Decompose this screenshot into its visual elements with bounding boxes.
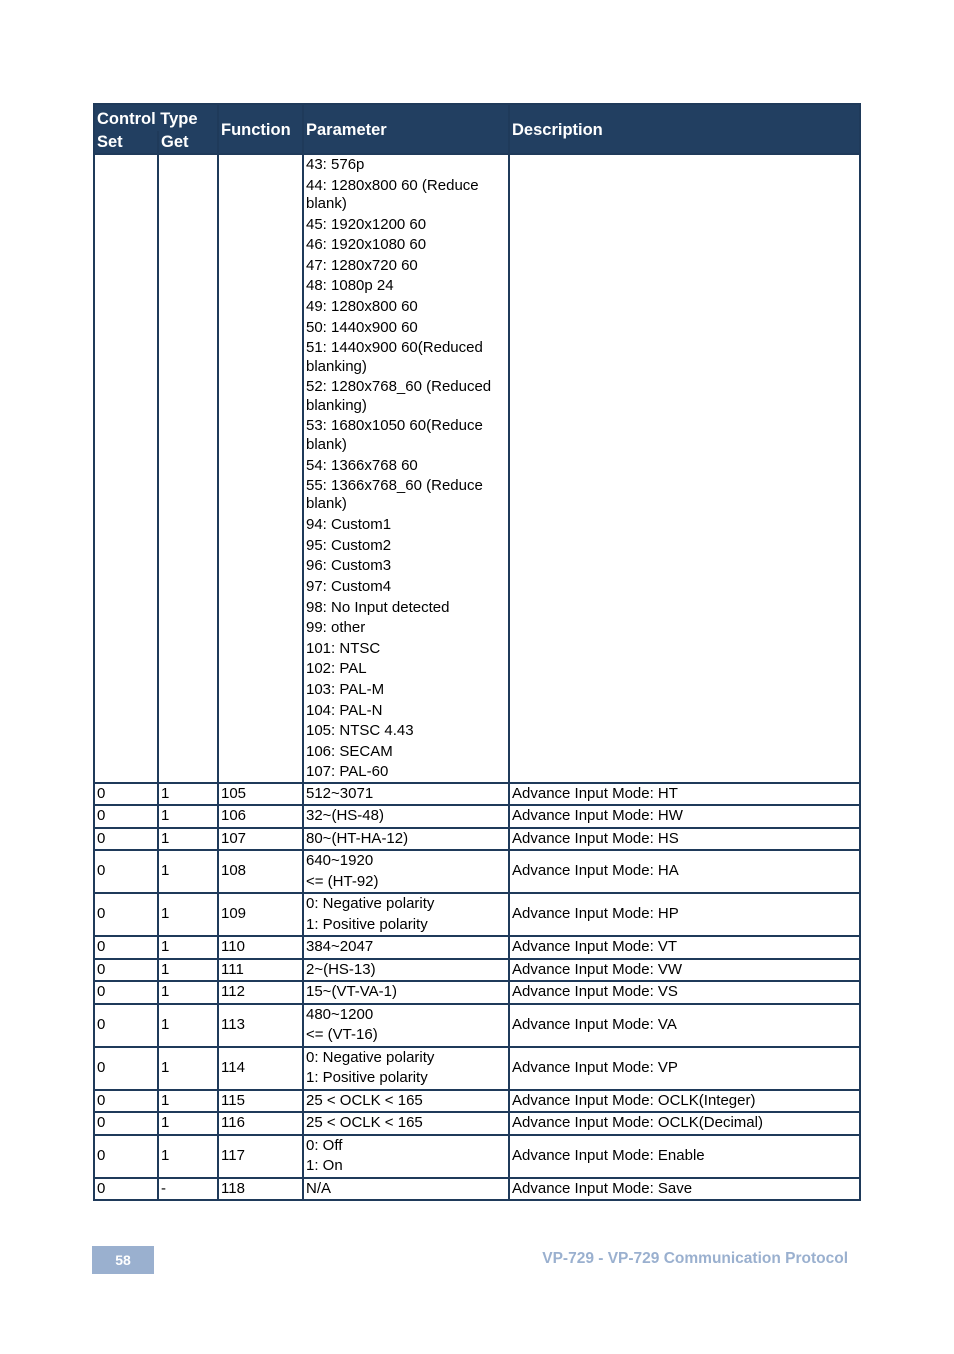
parameter-text: 54: 1366x768 60 (306, 456, 418, 474)
cell-get: 1 (158, 893, 218, 936)
parameter-list-item (306, 701, 508, 720)
cell-parameter (303, 828, 509, 851)
parameter-text: 95: Custom2 (306, 536, 392, 554)
parameter-list-item (306, 338, 508, 376)
table-row (94, 805, 860, 828)
cell-get: 1 (158, 1112, 218, 1135)
parameter-text: 43: 576p (306, 156, 365, 173)
parameter-line: 1: Positive polarity (306, 1069, 428, 1087)
parameter-list-item (306, 762, 508, 781)
parameter-line: 25 < OCLK < 165 (306, 1114, 423, 1132)
cell-parameter (303, 1004, 509, 1047)
parameter-text-continued: blank) (306, 435, 347, 453)
cell-get: 1 (158, 783, 218, 806)
cell-get: 1 (158, 805, 218, 828)
parameter-list-item (306, 256, 508, 275)
cell-description: Advance Input Mode: VA (509, 1004, 860, 1047)
cell-description: Advance Input Mode: HT (509, 783, 860, 806)
cell-set: 0 (94, 893, 158, 936)
parameter-text: 106: SECAM (306, 742, 393, 760)
cell-description: Advance Input Mode: VS (509, 981, 860, 1004)
parameter-list-item (306, 618, 508, 637)
cell-get: 1 (158, 1004, 218, 1047)
protocol-table (93, 103, 861, 1201)
cell-function: 113 (218, 1004, 303, 1047)
cell-get: - (158, 1178, 218, 1201)
cell-description: Advance Input Mode: VT (509, 936, 860, 959)
parameter-text: 96: Custom3 (306, 557, 392, 575)
cell-function: 110 (218, 936, 303, 959)
parameter-list-item (306, 476, 508, 514)
parameter-list-item (306, 577, 508, 596)
parameter-text: 94: Custom1 (306, 516, 392, 534)
table-row (94, 936, 860, 959)
cell-set: 0 (94, 1112, 158, 1135)
parameter-text: 53: 1680x1050 60(Reduce (306, 417, 483, 435)
header-description: Description (509, 104, 860, 154)
parameter-list-item (306, 536, 508, 555)
parameter-list-item (306, 176, 508, 214)
table-row (94, 893, 860, 936)
parameter-list-item (306, 598, 508, 617)
parameter-list-item (306, 155, 508, 174)
cell-description: Advance Input Mode: OCLK(Integer) (509, 1090, 860, 1113)
cell-get (158, 154, 218, 783)
parameter-line: 0: Negative polarity (306, 1048, 435, 1066)
cell-parameter (303, 1047, 509, 1090)
cell-function: 108 (218, 850, 303, 893)
cell-function: 109 (218, 893, 303, 936)
cell-set: 0 (94, 828, 158, 851)
parameter-list-item (306, 639, 508, 658)
table-row (94, 1090, 860, 1113)
cell-set: 0 (94, 783, 158, 806)
parameter-text: 45: 1920x1200 60 (306, 215, 427, 233)
cell-function: 105 (218, 783, 303, 806)
parameter-list-item (306, 515, 508, 534)
parameter-text: 107: PAL-60 (306, 763, 389, 781)
parameter-line: 2~(HS-13) (306, 960, 376, 978)
table-row (94, 959, 860, 982)
parameter-list-item (306, 721, 508, 740)
table-body (94, 154, 860, 1200)
table-row (94, 1135, 860, 1178)
table-row (94, 1047, 860, 1090)
cell-function: 112 (218, 981, 303, 1004)
header-function: Function (218, 104, 303, 154)
parameter-line: 384~2047 (306, 938, 374, 956)
cell-set: 0 (94, 1004, 158, 1047)
parameter-line: 0: Negative polarity (306, 895, 435, 913)
parameter-line: 15~(VT-VA-1) (306, 983, 398, 1001)
parameter-text: 48: 1080p 24 (306, 277, 394, 295)
parameter-list-item (306, 215, 508, 234)
table-row (94, 981, 860, 1004)
cell-description: Advance Input Mode: Save (509, 1178, 860, 1201)
parameter-line: 25 < OCLK < 165 (306, 1091, 423, 1109)
page-number: 58 (92, 1246, 154, 1274)
table-row (94, 783, 860, 806)
cell-function: 106 (218, 805, 303, 828)
parameter-list-item (306, 456, 508, 475)
parameter-text-continued: blank) (306, 194, 347, 212)
cell-parameter (303, 1112, 509, 1135)
parameter-list-item (306, 297, 508, 316)
cell-description: Advance Input Mode: HW (509, 805, 860, 828)
parameter-line: 80~(HT-HA-12) (306, 829, 409, 847)
parameter-list-item (306, 659, 508, 678)
cell-set: 0 (94, 1135, 158, 1178)
cell-parameter (303, 1178, 509, 1201)
parameter-line: 640~1920 (306, 852, 374, 870)
cell-description: Advance Input Mode: VP (509, 1047, 860, 1090)
parameter-text: 49: 1280x800 60 (306, 298, 418, 316)
cell-parameter (303, 893, 509, 936)
parameter-text: 52: 1280x768_60 (Reduced (306, 378, 492, 396)
parameter-line: N/A (306, 1179, 332, 1197)
cell-description: Advance Input Mode: OCLK(Decimal) (509, 1112, 860, 1135)
parameter-line: 1: Positive polarity (306, 915, 428, 933)
cell-set: 0 (94, 805, 158, 828)
table-row (94, 1112, 860, 1135)
parameter-line: <= (HT-92) (306, 872, 379, 890)
cell-parameter (303, 959, 509, 982)
cell-get: 1 (158, 850, 218, 893)
header-set: Set (94, 131, 158, 154)
cell-function: 118 (218, 1178, 303, 1201)
cell-get: 1 (158, 1135, 218, 1178)
parameter-text: 104: PAL-N (306, 701, 383, 719)
parameter-text: 51: 1440x900 60(Reduced (306, 339, 483, 357)
cell-get: 1 (158, 959, 218, 982)
parameter-text: 102: PAL (306, 660, 367, 678)
header-get: Get (158, 131, 218, 154)
parameter-list-item (306, 416, 508, 454)
header-control-type: Control Type (94, 104, 218, 131)
parameter-list-item (306, 276, 508, 295)
cell-parameter (303, 981, 509, 1004)
parameter-line: 512~3071 (306, 784, 374, 802)
parameter-text: 44: 1280x800 60 (Reduce (306, 176, 479, 194)
parameter-text: 101: NTSC (306, 639, 381, 657)
cell-parameter (303, 1135, 509, 1178)
cell-description (509, 154, 860, 783)
cell-parameter (303, 1090, 509, 1113)
cell-parameter (303, 936, 509, 959)
parameter-text: 97: Custom4 (306, 578, 392, 595)
cell-description: Advance Input Mode: VW (509, 959, 860, 982)
footer-title: VP-729 - VP-729 Communication Protocol (542, 1250, 848, 1267)
parameter-text-continued: blanking) (306, 396, 367, 414)
parameter-list-item (306, 742, 508, 761)
cell-description: Advance Input Mode: HA (509, 850, 860, 893)
table-row (94, 850, 860, 893)
cell-get: 1 (158, 1090, 218, 1113)
cell-set: 0 (94, 936, 158, 959)
parameter-list-item (306, 556, 508, 575)
parameter-line: <= (VT-16) (306, 1026, 378, 1044)
parameter-list-item (306, 318, 508, 337)
parameter-list (306, 155, 508, 782)
continued-parameter-cell (303, 154, 509, 783)
parameter-line: 480~1200 (306, 1005, 374, 1023)
parameter-list-item (306, 235, 508, 254)
cell-get: 1 (158, 981, 218, 1004)
parameter-list-item (306, 377, 508, 415)
parameter-text: 50: 1440x900 60 (306, 318, 418, 336)
cell-function: 107 (218, 828, 303, 851)
cell-set: 0 (94, 850, 158, 893)
parameter-line: 0: Off (306, 1136, 343, 1154)
parameter-text: 98: No Input detected (306, 598, 450, 616)
table-row (94, 1004, 860, 1047)
parameter-line: 1: On (306, 1157, 343, 1175)
cell-function: 116 (218, 1112, 303, 1135)
parameter-text: 46: 1920x1080 60 (306, 236, 427, 254)
cell-set: 0 (94, 959, 158, 982)
cell-set: 0 (94, 1090, 158, 1113)
cell-set (94, 154, 158, 783)
header-parameter: Parameter (303, 104, 509, 154)
cell-set: 0 (94, 1178, 158, 1201)
parameter-text-continued: blank) (306, 495, 347, 513)
cell-get: 1 (158, 1047, 218, 1090)
table-header (94, 104, 860, 154)
cell-description: Advance Input Mode: Enable (509, 1135, 860, 1178)
cell-description: Advance Input Mode: HS (509, 828, 860, 851)
cell-set: 0 (94, 981, 158, 1004)
cell-get: 1 (158, 828, 218, 851)
cell-function (218, 154, 303, 783)
parameter-text: 105: NTSC 4.43 (306, 722, 414, 740)
cell-function: 111 (218, 959, 303, 982)
cell-function: 115 (218, 1090, 303, 1113)
parameter-text: 55: 1366x768_60 (Reduce (306, 477, 483, 495)
parameter-text: 103: PAL-M (306, 680, 385, 698)
cell-function: 117 (218, 1135, 303, 1178)
cell-description: Advance Input Mode: HP (509, 893, 860, 936)
cell-parameter (303, 850, 509, 893)
parameter-text-continued: blanking) (306, 357, 367, 375)
continued-row (94, 154, 860, 783)
cell-function: 114 (218, 1047, 303, 1090)
table-row (94, 1178, 860, 1201)
parameter-text: 99: other (306, 619, 366, 637)
cell-set: 0 (94, 1047, 158, 1090)
cell-get: 1 (158, 936, 218, 959)
parameter-text: 47: 1280x720 60 (306, 256, 418, 274)
table-row (94, 828, 860, 851)
cell-parameter (303, 805, 509, 828)
parameter-line: 32~(HS-48) (306, 807, 384, 825)
cell-parameter (303, 783, 509, 806)
parameter-list-item (306, 680, 508, 699)
